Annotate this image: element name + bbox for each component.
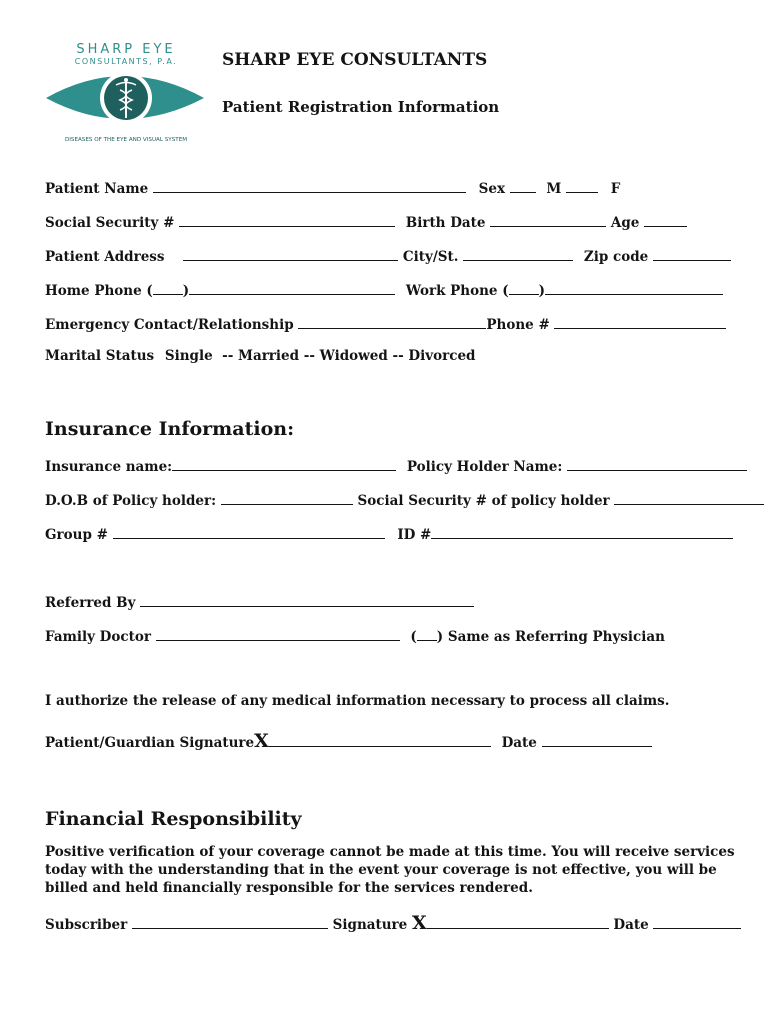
city-field[interactable] [463, 248, 573, 261]
patient-signature-field[interactable] [269, 734, 491, 747]
company-name: SHARP EYE CONSULTANTS [222, 50, 488, 70]
patient-name-label: Patient Name [45, 181, 149, 197]
home-area-field[interactable] [153, 282, 183, 295]
emergency-label: Emergency Contact/Relationship [45, 317, 294, 333]
group-label: Group # [45, 527, 108, 543]
policy-holder-field[interactable] [567, 458, 747, 471]
patient-signature-label: Patient/Guardian Signature [45, 735, 255, 751]
id-label: ID # [397, 527, 432, 543]
age-label: Age [610, 215, 640, 231]
holder-dob-field[interactable] [221, 492, 353, 505]
patient-name-field[interactable] [153, 180, 466, 193]
same-as-referring-label: Same as Referring Physician [447, 629, 665, 645]
logo-line2: CONSULTANTS, P.A. [74, 57, 178, 66]
patient-date-label: Date [501, 735, 537, 751]
emergency-row [45, 316, 726, 333]
insurance-heading: Insurance Information: [45, 418, 295, 440]
marital-options[interactable]: Single -- Married -- Widowed -- Divorced [164, 348, 476, 364]
policy-holder-label: Policy Holder Name: [406, 459, 563, 475]
subscriber-signature-label: Signature [332, 917, 408, 933]
sex-m-label: M [546, 181, 562, 197]
insurance-row-2 [45, 492, 764, 509]
marital-row [45, 350, 475, 364]
subscriber-signature-field[interactable] [427, 916, 609, 929]
same-as-referring-checkbox[interactable] [417, 628, 437, 641]
subscriber-row [45, 914, 741, 933]
family-doctor-row: Family Doctor ( ) Same as Referring Physician [45, 629, 665, 645]
work-phone-label: Work Phone ( [405, 283, 509, 299]
sex-label: Sex [478, 181, 505, 197]
sex-m-field[interactable] [566, 180, 598, 193]
subscriber-date-label: Date [613, 917, 649, 933]
id-field[interactable] [431, 526, 733, 539]
referred-label: Referred By [45, 595, 136, 611]
insurance-name-field[interactable] [172, 458, 396, 471]
financial-text: Positive verification of your coverage cannot be made at this time. You will receive services today with the understanding that in the event your coverage is not effective, you will be billed and held financially responsible for the services rendered. [45, 844, 735, 896]
city-label: City/St. [402, 249, 459, 265]
emergency-phone-field[interactable] [554, 316, 726, 329]
ssn-field[interactable] [179, 214, 395, 227]
subscriber-field[interactable] [132, 916, 328, 929]
referred-row [45, 594, 474, 611]
subscriber-signature-x: X [411, 912, 427, 934]
insurance-name-label: Insurance name: [45, 459, 173, 475]
company-logo [44, 40, 208, 144]
sex-f-label: F [610, 181, 621, 197]
zip-field[interactable] [653, 248, 731, 261]
subscriber-label: Subscriber [45, 917, 128, 933]
work-phone-field[interactable] [545, 282, 723, 295]
address-field[interactable] [183, 248, 398, 261]
family-doctor-label: Family Doctor [45, 629, 151, 645]
patient-date-field[interactable] [542, 734, 652, 747]
age-field[interactable] [644, 214, 687, 227]
emergency-phone-label: Phone # [486, 317, 550, 333]
insurance-row-1 [45, 458, 747, 475]
phone-row: Home Phone ( ) Work Phone ( ) [45, 282, 723, 299]
work-area-field[interactable] [509, 282, 539, 295]
family-doctor-field[interactable] [156, 628, 400, 641]
address-row [45, 248, 731, 265]
logo-tagline: DISEASES OF THE EYE AND VISUAL SYSTEM [64, 137, 188, 143]
home-phone-field[interactable] [189, 282, 395, 295]
marital-label: Marital Status [45, 348, 155, 364]
zip-label: Zip code [583, 249, 649, 265]
birth-date-label: Birth Date [405, 215, 486, 231]
patient-signature-x: X [254, 730, 269, 752]
referred-field[interactable] [140, 594, 474, 607]
holder-ssn-field[interactable] [614, 492, 764, 505]
home-phone-label: Home Phone ( [45, 283, 153, 299]
ssn-label: Social Security # [45, 215, 175, 231]
birth-date-field[interactable] [490, 214, 606, 227]
financial-heading: Financial Responsibility [45, 808, 302, 830]
emergency-field[interactable] [298, 316, 486, 329]
subscriber-date-field[interactable] [653, 916, 741, 929]
holder-dob-label: D.O.B of Policy holder: [45, 493, 217, 509]
logo-line1: SHARP EYE [76, 42, 176, 57]
holder-ssn-label: Social Security # of policy holder [357, 493, 610, 509]
patient-signature-row [45, 732, 652, 751]
sex-blank[interactable] [510, 180, 536, 193]
form-subtitle: Patient Registration Information [222, 98, 500, 116]
patient-name-row [45, 180, 620, 197]
address-label: Patient Address [45, 249, 165, 265]
insurance-row-3 [45, 526, 733, 543]
group-field[interactable] [113, 526, 385, 539]
ssn-row [45, 214, 687, 231]
authorization-text: I authorize the release of any medical information necessary to process all claims. [45, 693, 670, 709]
